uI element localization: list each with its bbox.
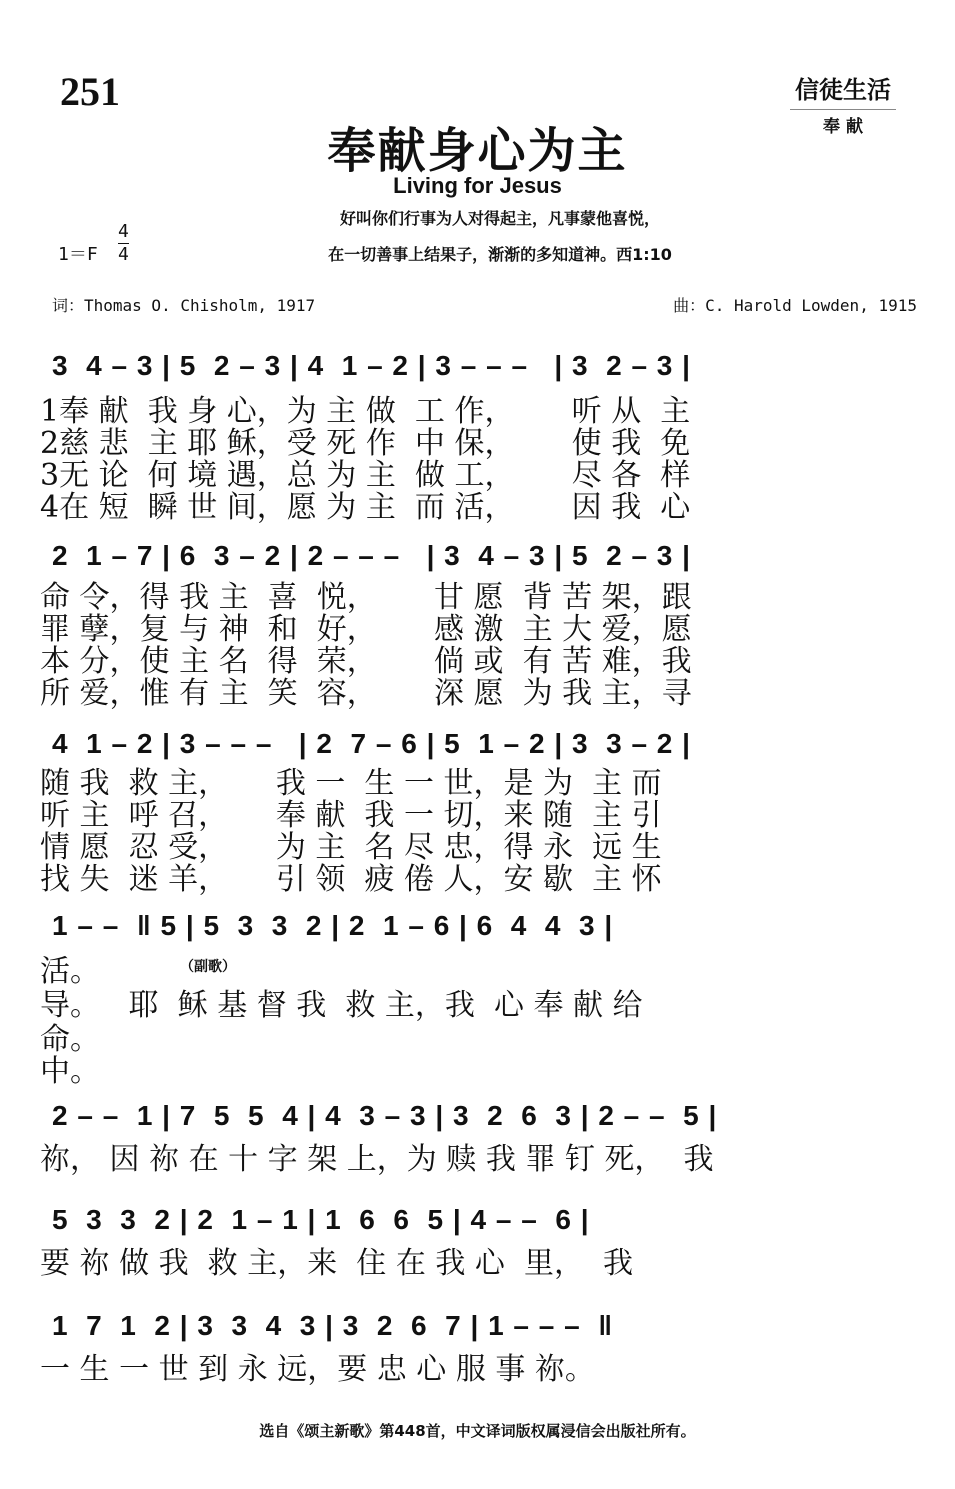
notation-row-7 bbox=[52, 1300, 920, 1350]
lyrics-verse-4: 找 失 迷 羊， 引 领 疲 倦 人，安 歇 主 怀 bbox=[40, 862, 662, 897]
lyrics-line-4: 中。 bbox=[40, 1054, 100, 1089]
lyrics-verse-3: 3无 论 何 境 遇，总 为 主 做 工， 尽 各 样 bbox=[40, 458, 691, 493]
lyrics-verse-1: 1奉 献 我 身 心，为 主 做 工 作， 听 从 主 bbox=[40, 394, 691, 429]
lyrics-verse-2: 听 主 呼 召， 奉 献 我 一 切，来 随 主 引 bbox=[40, 798, 662, 833]
hymn-title: 奉献身心为主 bbox=[327, 123, 628, 179]
chorus-label: （副歌） bbox=[180, 959, 236, 975]
scripture-line-1: 好叫你们行事为人对得起主，凡事蒙他喜悦， bbox=[339, 209, 660, 228]
lyrics-line-1: 活。 bbox=[40, 954, 100, 989]
composer-credit: 曲：C. Harold Lowden, 1915 bbox=[673, 296, 917, 315]
notation-row-5 bbox=[52, 1090, 920, 1140]
lyrics-chorus-2: 要 祢 做 我 救 主，来 住 在 我 心 里， 我 bbox=[40, 1246, 634, 1281]
lyrics-verse-3: 本 分，使 主 名 得 荣， 倘 或 有 苦 难，我 bbox=[40, 644, 692, 679]
hymn-number: 251 bbox=[60, 69, 120, 114]
notation-row-3 bbox=[52, 718, 920, 768]
lyrics-line-3: 命。 bbox=[40, 1022, 100, 1057]
lyrics-verse-1: 随 我 救 主， 我 一 生 一 世，是 为 主 而 bbox=[40, 766, 662, 801]
notation-line: 2 1 – 7 | 6 3 – 2 | 2 – – – | 3 4 – 3 | 5 2 – 3 | bbox=[52, 540, 691, 571]
lyrics-verse-4: 4在 短 瞬 世 间，愿 为 主 而 活， 因 我 心 bbox=[40, 490, 691, 525]
notation-row-6 bbox=[52, 1194, 920, 1244]
lyricist-credit: 词：Thomas O. Chisholm, 1917 bbox=[52, 296, 316, 315]
copyright-footer: 选自《颂主新歌》第448首，中文译词版权属浸信会出版社所有。 bbox=[259, 1422, 696, 1440]
key-signature: 1＝F bbox=[58, 244, 98, 265]
time-signature bbox=[118, 221, 129, 266]
lyrics-verse-1: 命 令，得 我 主 喜 悦， 甘 愿 背 苦 架，跟 bbox=[40, 580, 692, 615]
notation-line: 3 4 – 3 | 5 2 – 3 | 4 1 – 2 | 3 – – – | 3 2 – 3 | bbox=[52, 350, 691, 381]
notation-line: 1 – – ‖ 5 | 5 3 3 2 | 2 1 – 6 | 6 4 4 3 | bbox=[52, 910, 614, 941]
subcategory-label: 奉 献 bbox=[823, 117, 863, 137]
time-signature-bottom: 4 bbox=[118, 244, 129, 265]
lyrics-verse-2: 2慈 悲 主 耶 稣，受 死 作 中 保， 使 我 免 bbox=[40, 426, 691, 461]
category-label: 信徒生活 bbox=[790, 70, 896, 110]
english-title: Living for Jesus bbox=[393, 173, 562, 198]
lyrics-chorus-3: 一 生 一 世 到 永 远，要 忠 心 服 事 祢。 bbox=[40, 1352, 595, 1387]
lyrics-verse-3: 情 愿 忍 受， 为 主 名 尽 忠，得 永 远 生 bbox=[40, 830, 662, 865]
scripture-line-2: 在一切善事上结果子，渐渐的多知道神。西1:10 bbox=[328, 245, 672, 264]
notation-row-4 bbox=[52, 900, 920, 950]
lyrics-verse-2: 罪 孽，复 与 神 和 好， 感 激 主 大 爱，愿 bbox=[40, 612, 692, 647]
lyrics-chorus-1: 祢， 因 祢 在 十 字 架 上，为 赎 我 罪 钉 死， 我 bbox=[40, 1142, 714, 1177]
lyrics-verse-4: 所 爱，惟 有 主 笑 容， 深 愿 为 我 主，寻 bbox=[40, 676, 692, 711]
notation-line: 2 – – 1 | 7 5 5 4 | 4 3 – 3 | 3 2 6 3 | 2 – – 5 | bbox=[52, 1100, 718, 1131]
lyrics-line-2: 导。 耶 稣 基 督 我 救 主，我 心 奉 献 给 bbox=[40, 988, 643, 1023]
notation-row-1 bbox=[52, 340, 920, 390]
notation-row-2 bbox=[52, 530, 920, 580]
time-signature-top: 4 bbox=[118, 221, 129, 242]
notation-line: 5 3 3 2 | 2 1 – 1 | 1 6 6 5 | 4 – – 6 | bbox=[52, 1204, 590, 1235]
notation-line: 1 7 1 2 | 3 3 4 3 | 3 2 6 7 | 1 – – – ‖ bbox=[52, 1310, 614, 1341]
notation-line: 4 1 – 2 | 3 – – – | 2 7 – 6 | 5 1 – 2 | 3 3 – 2 | bbox=[52, 728, 691, 759]
